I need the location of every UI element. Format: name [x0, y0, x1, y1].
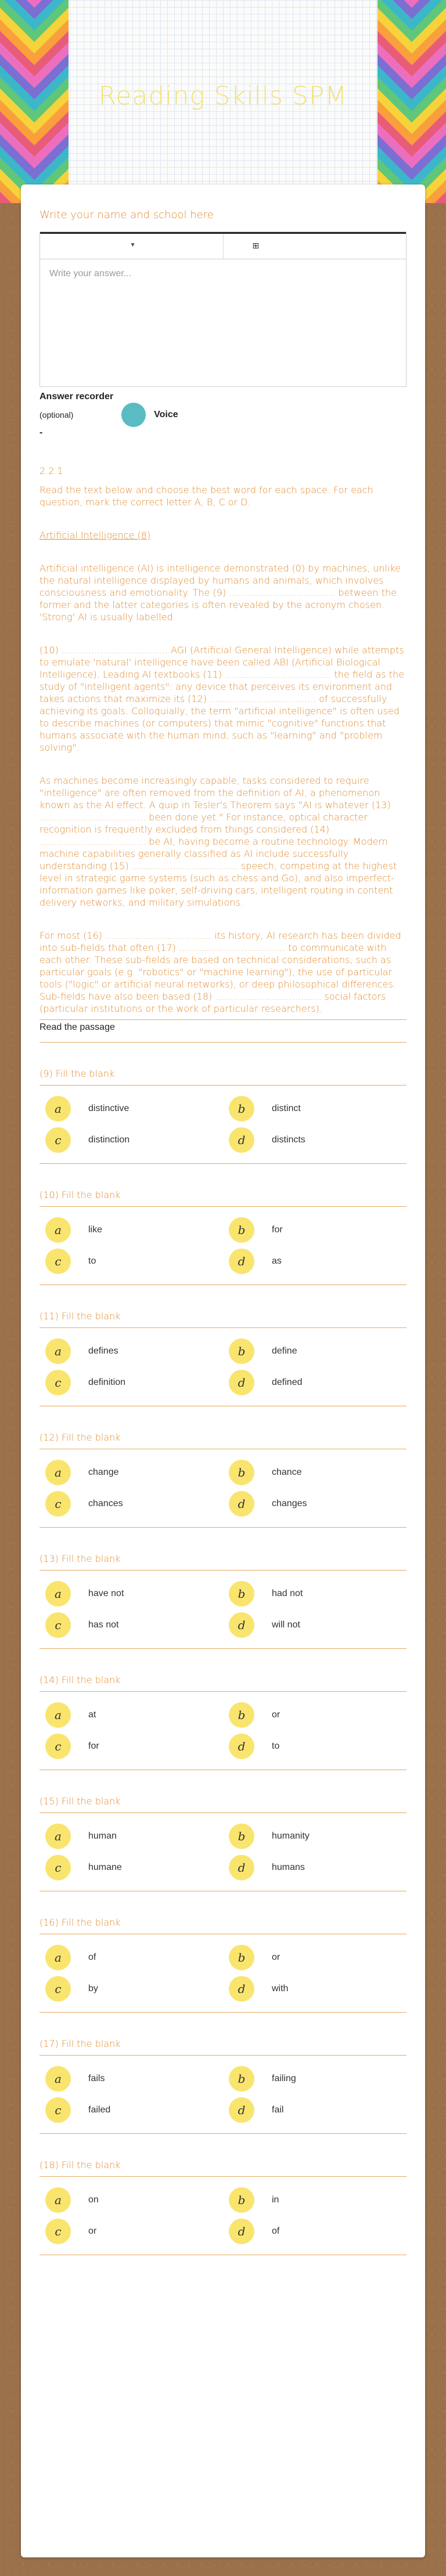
question-block — [39, 1068, 407, 1164]
chevron-down-icon: ▼ — [130, 242, 136, 248]
question-title: (11) Fill the blank — [39, 1311, 407, 1328]
option-text: distinctive — [88, 1104, 130, 1113]
option-text: distinction — [88, 1135, 130, 1145]
option-letter: b — [229, 1581, 254, 1607]
option-letter: c — [45, 1127, 71, 1153]
option-d[interactable] — [223, 1127, 407, 1153]
option-text: humane — [88, 1862, 122, 1872]
option-letter: d — [229, 1612, 254, 1638]
option-c[interactable] — [39, 1855, 223, 1880]
question-block — [39, 2159, 407, 2255]
option-text: distincts — [272, 1135, 305, 1145]
option-a[interactable] — [39, 1096, 223, 1121]
option-letter: a — [45, 2066, 71, 2092]
option-letter: b — [229, 1945, 254, 1970]
option-a[interactable] — [39, 1945, 223, 1970]
option-letter: a — [45, 1824, 71, 1849]
option-text: will not — [272, 1620, 300, 1630]
option-letter: b — [229, 2187, 254, 2213]
option-text: humans — [272, 1862, 305, 1872]
passage-paragraph: As machines become increasingly capable, tasks considered to require "intelligence" are often removed from the definition of AI, a phenomenon known as the AI effect. A quip in Tesler's Theorem says "AI is whatever (13) .................................... been done yet." For instance, optical character recognition is frequently excluded from things considered (14) .................................... be AI, having become a routine technology. Modern machine capabilities generally classified as AI include successfully understanding (15) .................................... speech, competing at the highest level in strategic game systems (such as chess and Go), and also imperfect-information games like poker, self-driving cars, intelligent routing in content delivery networks, and military simulations. — [39, 775, 397, 908]
option-text: define — [272, 1346, 297, 1356]
chevron-decoration-right — [377, 0, 446, 203]
option-a[interactable] — [39, 2187, 223, 2213]
option-b[interactable] — [223, 1460, 407, 1485]
option-text: by — [88, 1984, 98, 1993]
option-c[interactable] — [39, 1370, 223, 1395]
option-a[interactable] — [39, 1581, 223, 1607]
option-c[interactable] — [39, 2097, 223, 2123]
options-grid — [39, 1824, 407, 1891]
option-letter: c — [45, 1855, 71, 1880]
option-a[interactable] — [39, 1460, 223, 1485]
question-block — [39, 1553, 407, 1649]
question-title: (15) Fill the blank — [39, 1796, 407, 1813]
question-list — [39, 1068, 407, 2255]
option-d[interactable] — [223, 2097, 407, 2123]
option-d[interactable] — [223, 1249, 407, 1274]
passage-heading: Artificial Intelligence (8) — [39, 530, 151, 541]
question-title: (14) Fill the blank — [39, 1674, 407, 1692]
question-title: (10) Fill the blank — [39, 1189, 407, 1207]
passage-paragraph: Artificial intelligence (AI) is intelligence demonstrated (0) by machines, unlike the natural intelligence displayed by humans and animals, which involves consciousness and emotionality. The (9) .................................... between the former and the latter categories is often revealed by the acronym chosen. 'Strong' AI is usually labelled — [39, 563, 401, 623]
option-letter: a — [45, 2187, 71, 2213]
option-letter: c — [45, 2219, 71, 2244]
school-icon: ⊞ — [252, 241, 260, 250]
option-c[interactable] — [39, 1491, 223, 1517]
option-letter: c — [45, 1491, 71, 1517]
option-letter: d — [229, 1734, 254, 1759]
option-letter: b — [229, 1824, 254, 1849]
question-title: (18) Fill the blank — [39, 2159, 407, 2177]
option-b[interactable] — [223, 1945, 407, 1970]
option-b[interactable] — [223, 2066, 407, 2092]
option-a[interactable] — [39, 2066, 223, 2092]
option-text: failed — [88, 2105, 111, 2115]
option-text: with — [272, 1984, 289, 1993]
options-grid — [39, 1581, 407, 1649]
option-text: had not — [272, 1589, 303, 1598]
option-text: chances — [88, 1499, 123, 1508]
recorder-label: Answer recorder (optional) - — [39, 392, 114, 437]
option-letter: a — [45, 1338, 71, 1364]
option-a[interactable] — [39, 1702, 223, 1728]
option-text: fail — [272, 2105, 284, 2115]
record-button[interactable] — [121, 403, 146, 427]
option-text: for — [272, 1225, 283, 1235]
option-text: of — [272, 2226, 280, 2236]
divider — [39, 1019, 407, 1020]
option-letter: d — [229, 2219, 254, 2244]
option-letter: c — [45, 1734, 71, 1759]
read-passage-label: Read the passage — [39, 1022, 407, 1043]
name-school-form — [39, 231, 407, 387]
option-letter: a — [45, 1460, 71, 1485]
option-text: as — [272, 1256, 282, 1266]
option-b[interactable] — [223, 2187, 407, 2213]
option-letter: d — [229, 1491, 254, 1517]
option-d[interactable] — [223, 1491, 407, 1517]
option-text: like — [88, 1225, 103, 1235]
option-a[interactable] — [39, 1217, 223, 1243]
name-prompt: Write your name and school here — [39, 209, 214, 221]
option-text: defined — [272, 1377, 303, 1387]
option-letter: b — [229, 1338, 254, 1364]
option-b[interactable] — [223, 1217, 407, 1243]
option-letter: b — [229, 1217, 254, 1243]
name-select[interactable] — [40, 234, 224, 259]
option-b[interactable] — [223, 1581, 407, 1607]
question-block — [39, 1674, 407, 1770]
passage-paragraph: (10) .................................... AGI (Artificial General Intelligence) while attempts to emulate 'natural' intelligence have been called ABI (Artificial Biological Intelligence). Leading AI textbooks (11) .................................... the field as the study of "intelligent agents": any device that perceives its environment and takes actions that maximize its (12) .................................... of successfully achieving its goals. Colloquially, the term "artificial intelligence" is often used to describe machines (or computers) that mimic "cognitive" functions that humans associate with the human mind, such as "learning" and "problem solving". — [39, 645, 404, 753]
option-text: on — [88, 2195, 99, 2205]
question-block — [39, 2038, 407, 2134]
question-title: (9) Fill the blank — [39, 1068, 407, 1086]
option-letter: d — [229, 1976, 254, 2002]
option-text: for — [88, 1741, 99, 1751]
option-b[interactable] — [223, 1338, 407, 1364]
option-d[interactable] — [223, 1734, 407, 1759]
option-text: defines — [88, 1346, 118, 1356]
option-c[interactable] — [39, 1249, 223, 1274]
option-text: of — [88, 1952, 96, 1962]
options-grid — [39, 1096, 407, 1164]
option-text: or — [272, 1952, 280, 1962]
option-text: humanity — [272, 1831, 310, 1841]
question-title: (13) Fill the blank — [39, 1553, 407, 1571]
option-letter: b — [229, 2066, 254, 2092]
option-text: or — [272, 1710, 280, 1720]
question-title: (17) Fill the blank — [39, 2038, 407, 2056]
option-d[interactable] — [223, 1976, 407, 2002]
option-text: definition — [88, 1377, 126, 1387]
passage-paragraph: For most (16) .................................... its history, AI research has been divided into sub-fields that often (17) .................................... to communicate with each other. These sub-fields are based on technical considerations, such as particular goals (e.g. "robotics" or "machine learning"), the use of particular tools ("logic" or artificial neural networks), or deep philosophical differences. Sub-fields have also been based (18) .................................... social factors (particular institutions or the work of particular researchers). — [39, 930, 401, 1014]
option-c[interactable] — [39, 1612, 223, 1638]
option-text: in — [272, 2195, 279, 2205]
option-letter: a — [45, 1217, 71, 1243]
option-letter: a — [45, 1702, 71, 1728]
option-text: chance — [272, 1467, 302, 1477]
option-b[interactable] — [223, 1096, 407, 1121]
option-text: has not — [88, 1620, 119, 1630]
option-letter: d — [229, 2097, 254, 2123]
option-d[interactable] — [223, 2219, 407, 2244]
option-text: fails — [88, 2074, 105, 2083]
question-block — [39, 1917, 407, 2013]
options-grid — [39, 1702, 407, 1770]
option-text: have not — [88, 1589, 124, 1598]
option-text: human — [88, 1831, 117, 1841]
option-letter: d — [229, 1249, 254, 1274]
option-b[interactable] — [223, 1824, 407, 1849]
answer-textarea[interactable]: Write your answer... — [40, 259, 406, 386]
option-letter: b — [229, 1460, 254, 1485]
section-number: 2.2.1 — [39, 465, 63, 476]
school-field[interactable] — [224, 234, 407, 259]
option-letter: c — [45, 1370, 71, 1395]
option-b[interactable] — [223, 1702, 407, 1728]
question-block — [39, 1796, 407, 1891]
instructions: Read the text below and choose the best word for each space. For each question, mark the correct letter A, B, C or D. — [39, 484, 373, 508]
option-letter: d — [229, 1855, 254, 1880]
option-text: at — [88, 1710, 96, 1720]
option-text: or — [88, 2226, 97, 2236]
option-c[interactable] — [39, 2219, 223, 2244]
chevron-decoration-left — [0, 0, 69, 203]
option-a[interactable] — [39, 1338, 223, 1364]
option-text: to — [272, 1741, 280, 1751]
option-text: distinct — [272, 1104, 301, 1113]
answer-recorder — [39, 392, 407, 437]
option-letter: c — [45, 2097, 71, 2123]
options-grid — [39, 1945, 407, 2013]
worksheet-card — [21, 184, 425, 2557]
option-letter: b — [229, 1096, 254, 1121]
option-text: failing — [272, 2074, 296, 2083]
options-grid — [39, 1217, 407, 1285]
option-letter: d — [229, 1127, 254, 1153]
option-letter: d — [229, 1370, 254, 1395]
header-banner — [0, 0, 446, 203]
page-title: Reading Skills SPM — [98, 81, 348, 111]
option-letter: a — [45, 1581, 71, 1607]
option-letter: a — [45, 1096, 71, 1121]
option-letter: c — [45, 1976, 71, 2002]
options-grid — [39, 2187, 407, 2255]
option-d[interactable] — [223, 1612, 407, 1638]
voice-label: Voice — [154, 410, 178, 419]
option-text: to — [88, 1256, 96, 1266]
option-c[interactable] — [39, 1734, 223, 1759]
question-block — [39, 1432, 407, 1528]
reading-passage — [39, 465, 407, 1015]
option-text: changes — [272, 1499, 307, 1508]
option-d[interactable] — [223, 1370, 407, 1395]
options-grid — [39, 1338, 407, 1406]
options-grid — [39, 2066, 407, 2134]
option-letter: a — [45, 1945, 71, 1970]
option-letter: c — [45, 1249, 71, 1274]
options-grid — [39, 1460, 407, 1528]
question-block — [39, 1311, 407, 1406]
option-c[interactable] — [39, 1127, 223, 1153]
option-letter: c — [45, 1612, 71, 1638]
question-block — [39, 1189, 407, 1285]
option-letter: b — [229, 1702, 254, 1728]
option-text: change — [88, 1467, 119, 1477]
option-a[interactable] — [39, 1824, 223, 1849]
question-title: (16) Fill the blank — [39, 1917, 407, 1934]
question-title: (12) Fill the blank — [39, 1432, 407, 1449]
option-c[interactable] — [39, 1976, 223, 2002]
option-d[interactable] — [223, 1855, 407, 1880]
